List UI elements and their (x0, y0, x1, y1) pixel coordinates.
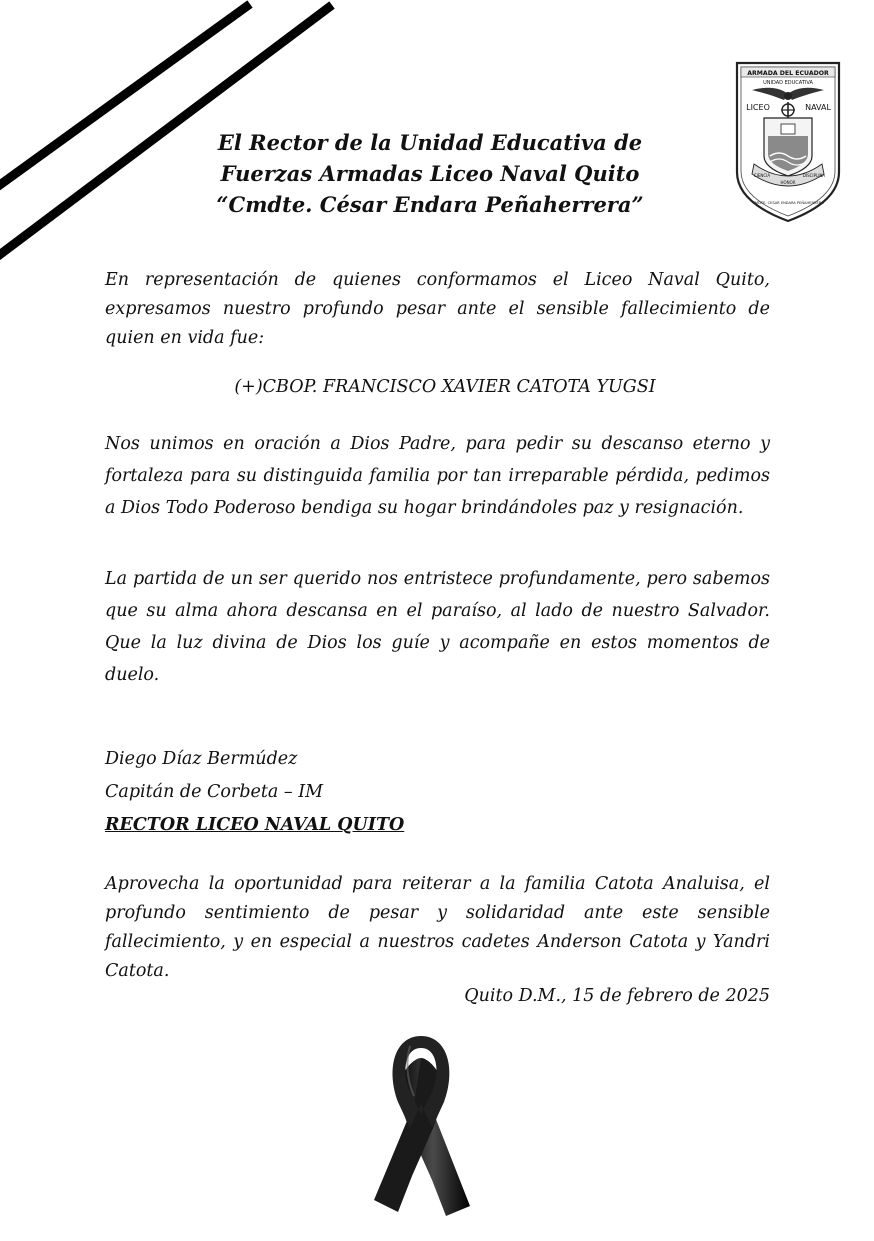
prayer-paragraph: Nos unimos en oración a Dios Padre, para pedir su descanso eterno y fortaleza para su distinguida familia por tan irreparable pérdida, pedimos a Dios Todo Poderoso bendiga su hogar brindándoles paz y resignación. (105, 434, 770, 518)
page-title (140, 127, 720, 220)
liceo-naval-crest-logo (734, 60, 842, 224)
signatory-role: RECTOR LICEO NAVAL QUITO (105, 815, 405, 835)
title-line: Fuerzas Armadas Liceo Naval Quito (220, 161, 640, 186)
title-line: “Cmdte. César Endara Peñaherrera” (216, 192, 644, 217)
signatory-name: Diego Díaz Bermúdez (105, 749, 298, 769)
signatory-rank: Capitán de Corbeta – IM (105, 782, 324, 802)
signature-block (105, 743, 404, 842)
crest-scroll-center: HONOR (780, 180, 796, 185)
title-line: El Rector de la Unidad Educativa de (217, 130, 643, 155)
deceased-name: (+)CBOP. FRANCISCO XAVIER CATOTA YUGSI (234, 377, 656, 397)
crest-subtitle: UNIDAD EDUCATIVA (763, 80, 813, 86)
crest-right-word: NAVAL (805, 103, 831, 112)
crest-top-banner: ARMADA DEL ECUADOR (747, 70, 829, 77)
crest-bottom-text: CMDTE. CESAR ENDARA PEÑAHERRERA (752, 201, 824, 205)
date-line: Quito D.M., 15 de febrero de 2025 (464, 986, 770, 1006)
crest-scroll-left: CIENCIA (753, 173, 771, 178)
crest-scroll-right: DISCIPLINA (802, 173, 826, 178)
crest-left-word: LICEO (746, 103, 770, 112)
family-note-paragraph: Aprovecha la oportunidad para reiterar a la familia Catota Analuisa, el profundo sentimiento de pesar y solidaridad ante este sensible fallecimiento, y en especial a nuestros cadetes Anderson Catota y Yandri Catota. (105, 874, 770, 981)
mourning-ribbon-icon (366, 1030, 476, 1220)
departure-paragraph: La partida de un ser querido nos entristece profundamente, pero sabemos que su alma ahora descansa en el paraíso, al lado de nuestro Salvador. Que la luz divina de Dios los guíe y acompañe en estos momentos de duelo. (105, 569, 770, 685)
intro-paragraph: En representación de quienes conformamos el Liceo Naval Quito, expresamos nuestro profundo pesar ante el sensible fallecimiento de quien en vida fue: (105, 270, 770, 348)
